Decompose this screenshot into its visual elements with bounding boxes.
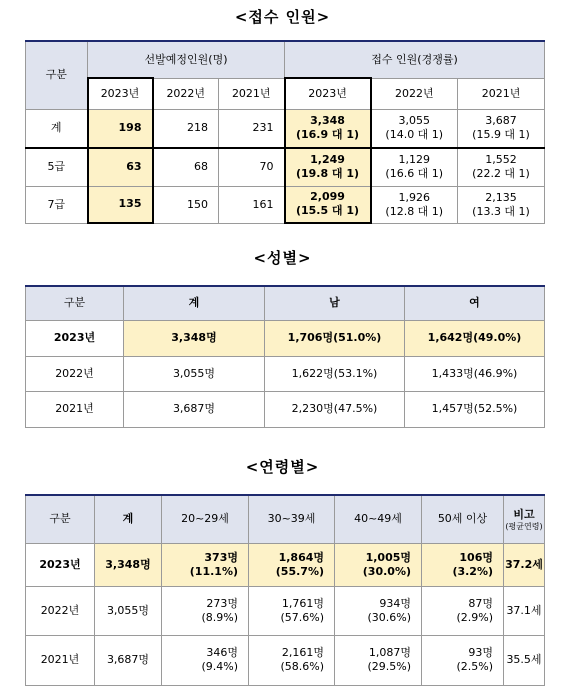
cell-value: 3,348명: [95, 543, 162, 586]
cell-value: 3,687명: [124, 391, 265, 427]
cell-value: 106명 (3.2%): [422, 543, 504, 586]
year-header: 2021년: [458, 78, 545, 109]
cell-value: 161: [219, 186, 285, 223]
row-label: 2023년: [26, 320, 124, 356]
cell-value: 346명 (9.4%): [162, 635, 249, 685]
cell-value: 1,005명 (30.0%): [335, 543, 422, 586]
header-age-40s: 40~49세: [335, 495, 422, 543]
cell-value: 1,761명 (57.6%): [249, 586, 335, 635]
row-label: 2021년: [26, 391, 124, 427]
cell-value: 3,055 (14.0 대 1): [371, 109, 458, 148]
age-table: [25, 494, 545, 686]
cell-value: 70: [219, 148, 285, 186]
cell-value: 37.2세: [504, 543, 545, 586]
age-title: <연령별>: [245, 458, 320, 476]
cell-value: 1,249 (19.8 대 1): [285, 148, 371, 186]
cell-value: 150: [153, 186, 219, 223]
header-category: 구분: [26, 41, 88, 109]
year-header: 2021년: [219, 78, 285, 109]
header-category: 구분: [26, 495, 95, 543]
row-label: 2023년: [26, 543, 95, 586]
table-row: [26, 543, 545, 586]
cell-value: 2,161명 (58.6%): [249, 635, 335, 685]
table-row: [26, 148, 545, 186]
cell-value: 1,642명(49.0%): [405, 320, 545, 356]
table-row: [26, 186, 545, 223]
cell-value: 1,433명(46.9%): [405, 356, 545, 391]
header-selection: 선발예정인원(명): [88, 41, 285, 78]
cell-value: 63: [88, 148, 153, 186]
table-row: [26, 109, 545, 148]
row-label: 2021년: [26, 635, 95, 685]
header-applicants: 접수 인원(경쟁률): [285, 41, 545, 78]
gender-title: <성별>: [253, 249, 312, 267]
header-age-50plus: 50세 이상: [422, 495, 504, 543]
cell-value: 2,135 (13.3 대 1): [458, 186, 545, 223]
table-row: [26, 356, 545, 391]
cell-value: 1,129 (16.6 대 1): [371, 148, 458, 186]
reception-title: <접수 인원>: [234, 8, 331, 26]
table-row: [26, 586, 545, 635]
cell-value: 273명 (8.9%): [162, 586, 249, 635]
year-header: 2022년: [153, 78, 219, 109]
table-row: [26, 635, 545, 685]
cell-value: 2,230명(47.5%): [265, 391, 405, 427]
cell-value: 3,687명: [95, 635, 162, 685]
cell-value: 1,622명(53.1%): [265, 356, 405, 391]
cell-value: 2,099 (15.5 대 1): [285, 186, 371, 223]
cell-value: 3,348명: [124, 320, 265, 356]
header-age-30s: 30~39세: [249, 495, 335, 543]
table-row: [26, 320, 545, 356]
year-header: 2023년: [285, 78, 371, 109]
cell-value: 3,055명: [95, 586, 162, 635]
cell-value: 373명 (11.1%): [162, 543, 249, 586]
reception-table: [25, 40, 545, 224]
year-header: 2023년: [88, 78, 153, 109]
row-label: 계: [26, 109, 88, 148]
table-row: [26, 391, 545, 427]
header-category: 구분: [26, 286, 124, 320]
header-age-20s: 20~29세: [162, 495, 249, 543]
cell-value: 231: [219, 109, 285, 148]
row-label: 2022년: [26, 356, 124, 391]
cell-value: 93명 (2.5%): [422, 635, 504, 685]
cell-value: 198: [88, 109, 153, 148]
cell-value: 135: [88, 186, 153, 223]
header-remarks: 비고 (평균연령): [504, 495, 545, 543]
cell-value: 1,087명 (29.5%): [335, 635, 422, 685]
cell-value: 3,055명: [124, 356, 265, 391]
cell-value: 3,348 (16.9 대 1): [285, 109, 371, 148]
cell-value: 1,706명(51.0%): [265, 320, 405, 356]
year-header: 2022년: [371, 78, 458, 109]
header-total: 계: [124, 286, 265, 320]
row-label: 2022년: [26, 586, 95, 635]
header-male: 남: [265, 286, 405, 320]
cell-value: 68: [153, 148, 219, 186]
cell-value: 1,864명 (55.7%): [249, 543, 335, 586]
cell-value: 1,457명(52.5%): [405, 391, 545, 427]
cell-value: 1,552 (22.2 대 1): [458, 148, 545, 186]
header-female: 여: [405, 286, 545, 320]
header-total: 계: [95, 495, 162, 543]
cell-value: 3,687 (15.9 대 1): [458, 109, 545, 148]
row-label: 7급: [26, 186, 88, 223]
cell-value: 35.5세: [504, 635, 545, 685]
cell-value: 87명 (2.9%): [422, 586, 504, 635]
cell-value: 1,926 (12.8 대 1): [371, 186, 458, 223]
cell-value: 218: [153, 109, 219, 148]
cell-value: 934명 (30.6%): [335, 586, 422, 635]
row-label: 5급: [26, 148, 88, 186]
cell-value: 37.1세: [504, 586, 545, 635]
gender-table: [25, 285, 545, 428]
